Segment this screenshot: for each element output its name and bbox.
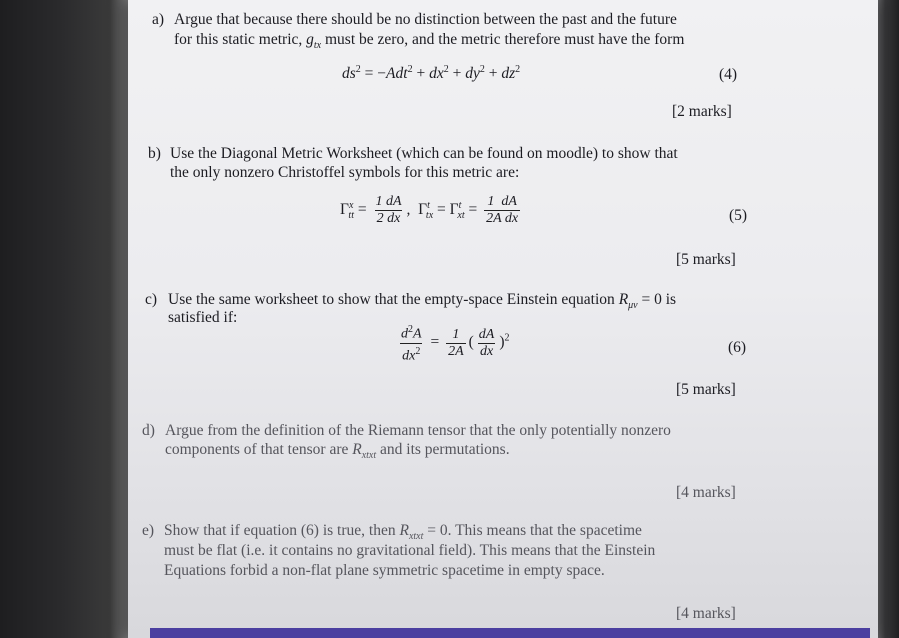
- part-d-line1: Argue from the definition of the Riemann tensor that the only potentially nonzero: [165, 422, 671, 439]
- part-c-line2: satisfied if:: [168, 309, 238, 326]
- part-c-marks: [5 marks]: [676, 381, 736, 398]
- part-d-line2: components of that tensor are $R_{xtxt}$ and its permutations.: [165, 441, 510, 462]
- part-b-marks: [5 marks]: [676, 251, 736, 268]
- part-e-marks: [4 marks]: [676, 605, 736, 622]
- part-a-line1: Argue that because there should be no distinction between the past and the future: [174, 11, 677, 28]
- part-a-line2: for this static metric, $g_{tx}$ must be zero, and the metric therefore must have the form: [174, 31, 685, 52]
- part-c-line1: Use the same worksheet to show that the empty-space Einstein equation $R_{\mu\nu} = 0$ is: [168, 291, 677, 312]
- part-b-label: b): [148, 145, 161, 162]
- equation-4: $ds^2 = -Adt^2 + dx^2 + dy^2 + dz^2$: [342, 64, 521, 83]
- part-d-marks: [4 marks]: [676, 484, 736, 501]
- equation-5-number: (5): [729, 207, 748, 224]
- part-b-line2: the only nonzero Christoffel symbols for this metric are:: [170, 164, 520, 181]
- part-e-line2: must be flat (i.e. it contains no gravitational field). This means that the Einstein: [164, 542, 656, 559]
- part-c-label: c): [145, 291, 158, 308]
- equation-4-number: (4): [719, 66, 738, 83]
- part-e-label: e): [142, 522, 155, 539]
- bottom-bar: [150, 628, 870, 638]
- equation-5: $\Gamma^x_{tt}$ = $\frac{1 dA}{2 dx}$ , $\Gamma^t_{tx} = \Gamma^t_{xt}$ = $\frac{1 dA}{\text{2A dx}}$: [340, 194, 519, 226]
- part-d-label: d): [142, 422, 155, 439]
- part-e-line1: Show that if equation (6) is true, then $R_{xtxt} = 0$. This means that the spacetime: [164, 522, 642, 543]
- equation-6: $\frac{d^2A}{dx^2}$ = $\frac{1}{2A}$ ( $\frac{dA}{dx}$ )$^2$: [401, 324, 510, 364]
- equation-6-number: (6): [728, 339, 747, 356]
- part-a-label: a): [152, 11, 165, 28]
- part-e-line3: Equations forbid a non-flat plane symmetric spacetime in empty space.: [164, 562, 605, 579]
- part-b-line1: Use the Diagonal Metric Worksheet (which can be found on moodle) to show that: [170, 145, 678, 162]
- part-a-marks: [2 marks]: [672, 103, 732, 120]
